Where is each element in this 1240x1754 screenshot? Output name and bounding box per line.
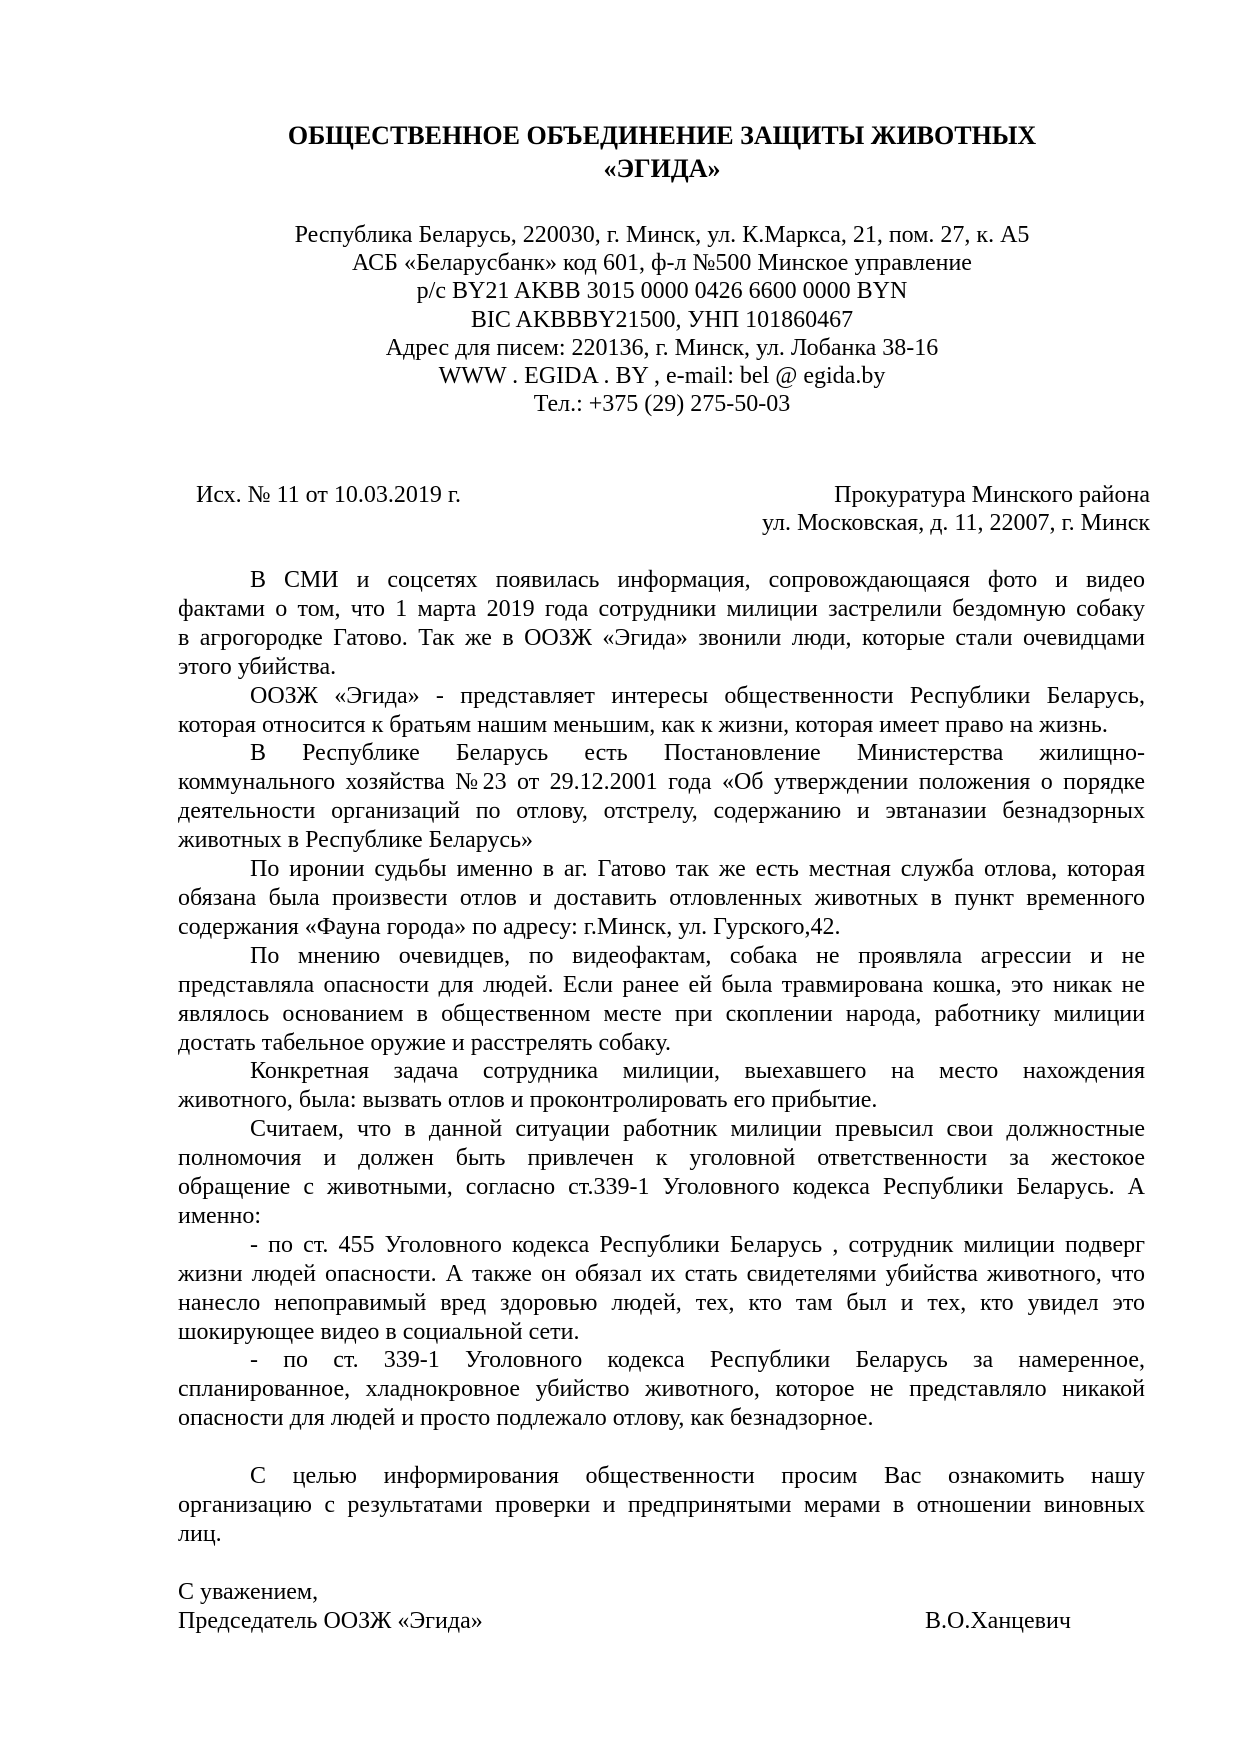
organization-title-line: ОБЩЕСТВЕННОЕ ОБЪЕДИНЕНИЕ ЗАЩИТЫ ЖИВОТНЫХ <box>287 121 1037 150</box>
organization-title <box>0 119 1240 185</box>
paragraph <box>178 1231 1145 1347</box>
paragraph-line: организацию с результатами проверки и предпринятыми мерами в отношении виновных <box>178 1491 1145 1518</box>
paragraph-line: нанесло непоправимый вред здоровью людей, тех, кто там был и тех, кто увидел это <box>178 1289 1145 1316</box>
paragraph-line: опасности для людей и просто подлежало отлову, как безнадзорное. <box>178 1405 874 1432</box>
paragraph-line: В СМИ и соцсетях появилась информация, сопровождающаяся фото и видео <box>250 567 1145 593</box>
paragraph-line: являлось основанием в общественном месте при скоплении народа, работнику милиции <box>178 1000 1145 1027</box>
paragraph-line: этого убийства. <box>178 653 337 680</box>
paragraph-line: - по ст. 339-1 Уголовного кодекса Республики Беларусь за намеренное, <box>250 1347 1145 1374</box>
paragraph-line: которая относится к братьям нашим меньшим, как к жизни, которая имеет право на жизнь. <box>178 711 1108 738</box>
paragraph-line: достать табельное оружие и расстрелять собаку. <box>178 1029 671 1056</box>
closing-salutation: С уважением, <box>178 1578 319 1605</box>
account-line: р/с BY21 AKBB 3015 0000 0426 6600 0000 BYN <box>416 278 908 305</box>
signatory-position: Председатель ООЗЖ «Эгида» <box>178 1607 483 1634</box>
paragraph-line: обязана была произвести отлов и доставить отловленных животных в пункт временного <box>178 884 1145 911</box>
paragraph-line: животного, была: вызвать отлов и проконтролировать его прибытие. <box>178 1087 878 1114</box>
paragraph-line: - по ст. 455 Уголовного кодекса Республики Беларусь , сотрудник милиции подверг <box>250 1231 1145 1258</box>
organization-requisites <box>0 221 1240 418</box>
signature-line <box>178 1607 1145 1636</box>
bank-line: АСБ «Беларусбанк» код 601, ф-л №500 Минское управление <box>352 250 972 277</box>
paragraph-line: В Республике Беларусь есть Постановление Министерства жилищно- <box>250 740 1145 767</box>
paragraph-line: содержания «Фауна города» по адресу: г.Минск, ул. Гурского,42. <box>178 913 841 940</box>
paragraph <box>178 1115 1145 1231</box>
recipient-block <box>762 481 1150 537</box>
paragraph-line: Конкретная задача сотрудника милиции, выехавшего на место нахождения <box>250 1058 1145 1085</box>
organization-title-line: «ЭГИДА» <box>603 154 721 183</box>
paragraph <box>178 1346 1145 1433</box>
paragraph <box>178 739 1145 855</box>
paragraph-line: С целью информирования общественности просим Вас ознакомить нашу <box>250 1463 1145 1490</box>
paragraph <box>178 1057 1145 1115</box>
paragraph-line: Считаем, что в данной ситуации работник милиции превысил свои должностные <box>250 1116 1145 1143</box>
paragraph-line: фактами о том, что 1 марта 2019 года сотрудники милиции застрелили бездомную собаку <box>178 595 1145 622</box>
paragraph-line: жизни людей опасности. А также он обязал их стать свидетелями убийства животного, что <box>178 1260 1145 1287</box>
paragraph-line: представляла опасности для людей. Если ранее ей была травмирована кошка, это никак не <box>178 971 1145 998</box>
blank-line <box>178 1433 1145 1462</box>
recipient-address: ул. Московская, д. 11, 22007, г. Минск <box>762 510 1150 536</box>
phone-line: Тел.: +375 (29) 275-50-03 <box>533 391 791 418</box>
paragraph-line: именно: <box>178 1202 262 1229</box>
paragraph <box>178 855 1145 942</box>
signatory-name: В.О.Ханцевич <box>925 1607 1071 1634</box>
paragraph <box>178 942 1145 1058</box>
paragraph <box>178 682 1145 740</box>
recipient-name: Прокуратура Минского района <box>834 482 1150 508</box>
paragraph-line: шокирующее видео в социальной сети. <box>178 1318 580 1345</box>
address-line: Республика Беларусь, 220030, г. Минск, ул. К.Маркса, 21, пом. 27, к. А5 <box>294 222 1030 248</box>
paragraph <box>178 1462 1145 1549</box>
paragraph-line: По иронии судьбы именно в аг. Гатово так же есть местная служба отлова, которая <box>250 856 1145 883</box>
paragraph-line: животных в Республике Беларусь» <box>178 827 534 854</box>
bic-line: BIC AKBBBY21500, УНП 101860467 <box>470 306 854 333</box>
paragraph-line: По мнению очевидцев, по видеофактам, собака не проявляла агрессии и не <box>250 942 1145 969</box>
paragraph-line: обращение с животными, согласно ст.339-1 Уголовного кодекса Республики Беларусь. А <box>178 1174 1145 1201</box>
paragraph-line: деятельности организаций по отлову, отстрелу, содержанию и эвтаназии безнадзорных <box>178 798 1145 825</box>
web-email-line: WWW . EGIDA . BY , e-mail: bel @ egida.by <box>438 363 886 390</box>
paragraph-line: спланированное, хладнокровное убийство животного, которое не представляло никакой <box>178 1376 1145 1403</box>
letter-body <box>178 566 1145 1636</box>
paragraph <box>178 566 1145 682</box>
mail-address-line: Адрес для писем: 220136, г. Минск, ул. Лобанка 38-16 <box>385 334 939 361</box>
paragraph-line: полномочия и должен быть привлечен к уголовной ответственности за жестокое <box>178 1145 1145 1172</box>
paragraph-line: коммунального хозяйства №23 от 29.12.2001 года «Об утверждении положения о порядке <box>178 769 1145 796</box>
paragraph-line: ООЗЖ «Эгида» - представляет интересы общественности Республики Беларусь, <box>250 682 1145 709</box>
outgoing-number: Исх. № 11 от 10.03.2019 г. <box>196 482 461 508</box>
paragraph-line: в агрогородке Гатово. Так же в ООЗЖ «Эгида» звонили люди, которые стали очевидцами <box>178 624 1145 651</box>
paragraph-line: лиц. <box>178 1520 222 1547</box>
blank-line <box>178 1549 1145 1578</box>
